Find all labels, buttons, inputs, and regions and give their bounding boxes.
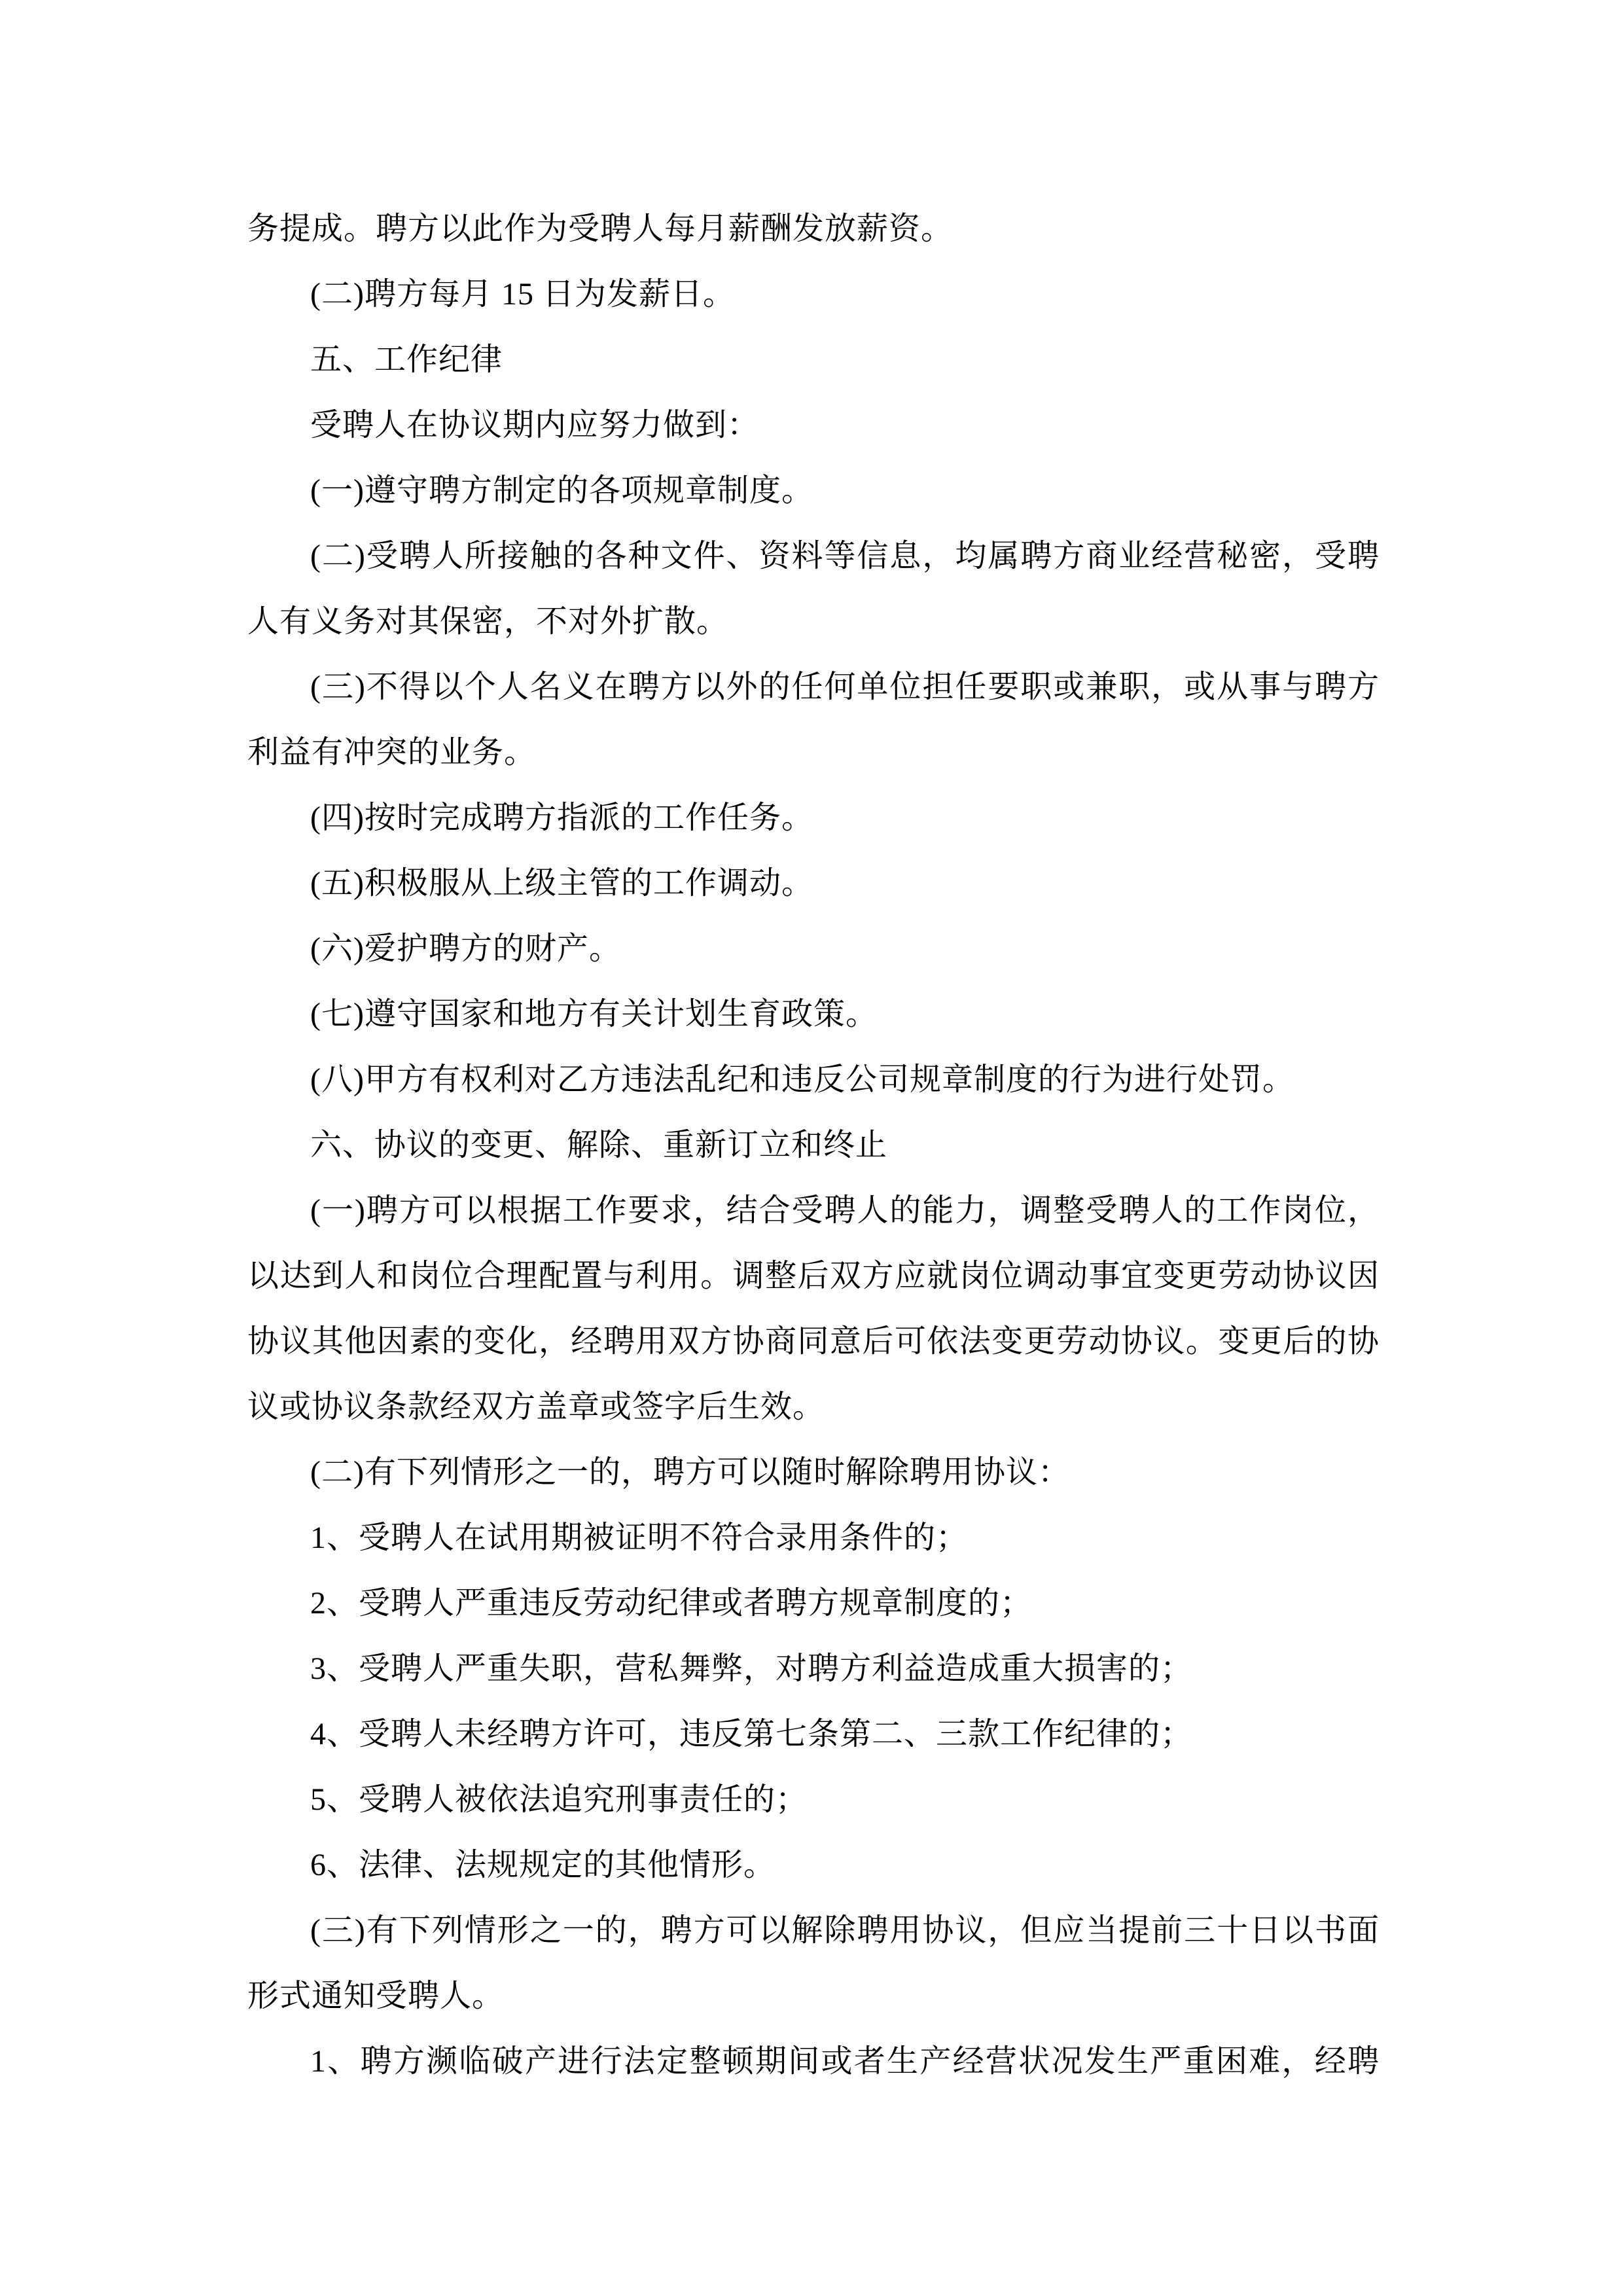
- document-line: 五、工作纪律: [310, 342, 503, 377]
- document-line: 受聘人在协议期内应努力做到：: [310, 408, 760, 442]
- document-line: (一)聘方可以根据工作要求，结合受聘人的能力，调整受聘人的工作岗位，: [310, 1193, 1380, 1228]
- document-line: 协议其他因素的变化，经聘用双方协商同意后可依法变更劳动协议。变更后的协: [247, 1324, 1380, 1359]
- document-line: 2、受聘人严重违反劳动纪律或者聘方规章制度的；: [310, 1586, 1033, 1621]
- document-line: (七)遵守国家和地方有关计划生育政策。: [310, 997, 878, 1031]
- document-content: [247, 196, 1380, 2094]
- document-line: (四)按时完成聘方指派的工作任务。: [310, 800, 813, 835]
- document-line: 形式通知受聘人。: [247, 1979, 505, 2013]
- document-line: 六、协议的变更、解除、重新订立和终止: [310, 1128, 888, 1162]
- document-line: 3、受聘人严重失职，营私舞弊，对聘方利益造成重大损害的；: [310, 1651, 1193, 1686]
- document-line: 人有义务对其保密，不对外扩散。: [247, 604, 729, 639]
- document-line: (二)聘方每月 15 日为发薪日。: [310, 277, 735, 312]
- document-line: (二)有下列情形之一的，聘方可以随时解除聘用协议：: [310, 1455, 1070, 1490]
- document-line: (三)有下列情形之一的，聘方可以解除聘用协议，但应当提前三十日以书面: [310, 1913, 1380, 1948]
- document-line: (一)遵守聘方制定的各项规章制度。: [310, 473, 813, 508]
- document-line: 1、聘方濒临破产进行法定整顿期间或者生产经营状况发生严重困难，经聘: [310, 2044, 1380, 2079]
- document-line: 1、受聘人在试用期被证明不符合录用条件的；: [310, 1520, 969, 1555]
- document-line: 利益有冲突的业务。: [247, 735, 537, 770]
- document-line: (六)爱护聘方的财产。: [310, 931, 621, 966]
- document-line: 务提成。聘方以此作为受聘人每月薪酬发放薪资。: [247, 211, 954, 246]
- document-line: 以达到人和岗位合理配置与利用。调整后双方应就岗位调动事宜变更劳动协议因: [247, 1259, 1380, 1293]
- document-line: 5、受聘人被依法追究刑事责任的；: [310, 1782, 808, 1817]
- document-line: (五)积极服从上级主管的工作调动。: [310, 866, 813, 901]
- document-line: (二)受聘人所接触的各种文件、资料等信息，均属聘方商业经营秘密，受聘: [310, 539, 1380, 573]
- document-line: 议或协议条款经双方盖章或签字后生效。: [247, 1390, 825, 1424]
- document-line: 6、法律、法规规定的其他情形。: [310, 1848, 776, 1882]
- document-line: 4、受聘人未经聘方许可，违反第七条第二、三款工作纪律的；: [310, 1717, 1193, 1751]
- document-line: (八)甲方有权利对乙方违法乱纪和违反公司规章制度的行为进行处罚。: [310, 1062, 1294, 1097]
- document-line: (三)不得以个人名义在聘方以外的任何单位担任要职或兼职，或从事与聘方: [310, 670, 1380, 704]
